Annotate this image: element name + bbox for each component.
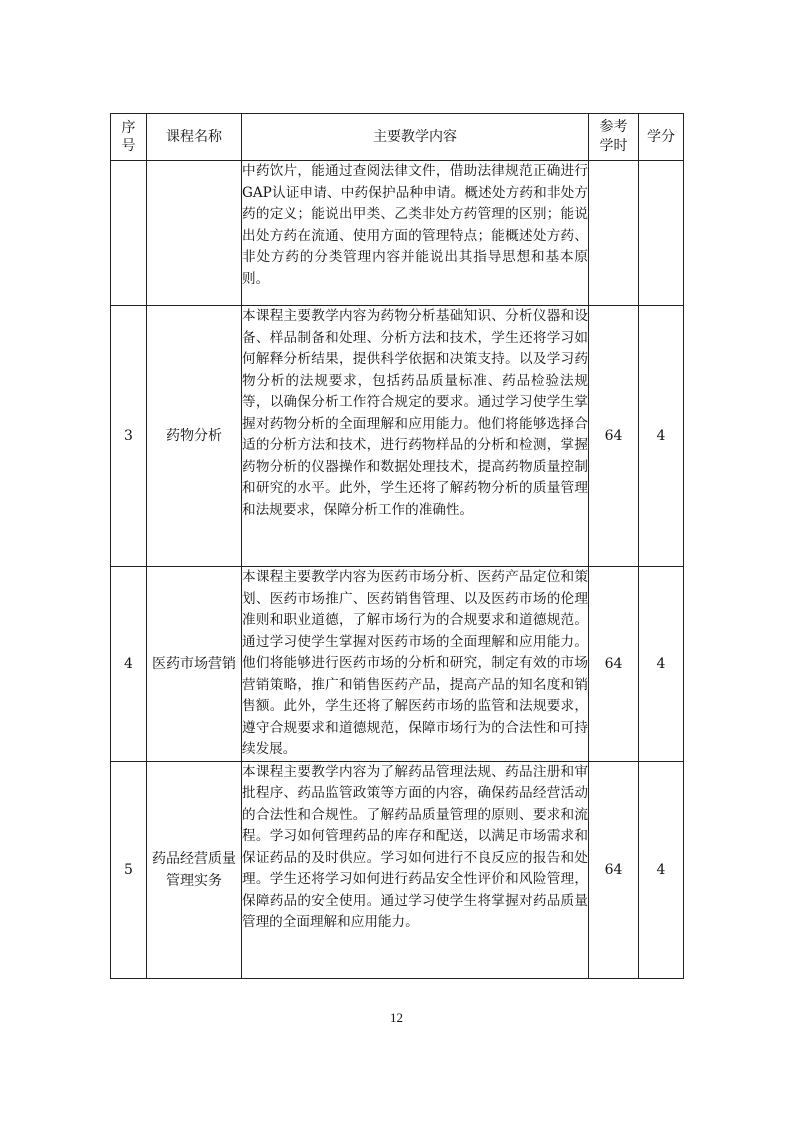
row-credit: 4	[639, 306, 684, 567]
row-hours: 64	[589, 306, 639, 567]
course-table	[110, 113, 684, 979]
header-content: 主要教学内容	[242, 114, 589, 161]
header-hours: 参考学时	[589, 114, 639, 161]
row-content: 本课程主要教学内容为医药市场分析、医药产品定位和策划、医药市场推广、医药销售管理、以及医药市场的伦理准则和职业道德，了解市场行为的合规要求和道德规范。通过学习使学生掌握对医药市场的全面理解和应用能力。他们将能够进行医药市场的分析和研究，制定有效的市场营销策略，推广和销售医药产品，提高产品的知名度和销售额。此外，学生还将了解医药市场的监管和法规要求，遵守合规要求和道德规范，保障市场行为的合法性和可持续发展。	[242, 567, 589, 762]
header-num: 序号	[111, 114, 147, 161]
row-course-name: 医药市场营销	[147, 567, 242, 762]
row-hours: 64	[589, 761, 639, 978]
row-num	[111, 161, 147, 306]
row-num: 4	[111, 567, 147, 762]
row-content: 本课程主要教学内容为了解药品管理法规、药品注册和审批程序、药品监管政策等方面的内容，确保药品经营活动的合法性和合规性。了解药品质量管理的原则、要求和流程。学习如何管理药品的库存和配送，以满足市场需求和保证药品的及时供应。学习如何进行不良反应的报告和处理。学生还将学习如何进行药品安全性评价和风险管理，保障药品的安全使用。通过学习使学生将掌握对药品质量管理的全面理解和应用能力。	[242, 761, 589, 978]
row-content: 中药饮片，能通过查阅法律文件，借助法律规范正确进行GAP认证申请、中药保护品种申请。概述处方药和非处方药的定义；能说出甲类、乙类非处方药管理的区别；能说出处方药在流通、使用方面的管理特点；能概述处方药、非处方药的分类管理内容并能说出其指导思想和基本原则。	[242, 161, 589, 306]
table-row	[111, 161, 684, 306]
table-row	[111, 306, 684, 567]
row-hours	[589, 161, 639, 306]
header-name: 课程名称	[147, 114, 242, 161]
row-num: 3	[111, 306, 147, 567]
row-course-name: 药品经营质量管理实务	[147, 761, 242, 978]
row-credit: 4	[639, 567, 684, 762]
row-content: 本课程主要教学内容为药物分析基础知识、分析仪器和设备、样品制备和处理、分析方法和技术，学生还将学习如何解释分析结果，提供科学依据和决策支持。以及学习药物分析的法规要求，包括药品质量标准、药品检验法规等，以确保分析工作符合规定的要求。通过学习使学生掌握对药物分析的全面理解和应用能力。他们将能够选择合适的分析方法和技术，进行药物样品的分析和检测，掌握药物分析的仪器操作和数据处理技术，提高药物质量控制和研究的水平。此外，学生还将了解药物分析的质量管理和法规要求，保障分析工作的准确性。	[242, 306, 589, 567]
row-credit	[639, 161, 684, 306]
row-credit: 4	[639, 761, 684, 978]
row-course-name: 药物分析	[147, 306, 242, 567]
row-hours: 64	[589, 567, 639, 762]
table-row	[111, 761, 684, 978]
row-num: 5	[111, 761, 147, 978]
table-row	[111, 567, 684, 762]
page-number: 12	[390, 1010, 403, 1025]
header-credit: 学分	[639, 114, 684, 161]
header-row	[111, 114, 684, 161]
row-course-name	[147, 161, 242, 306]
